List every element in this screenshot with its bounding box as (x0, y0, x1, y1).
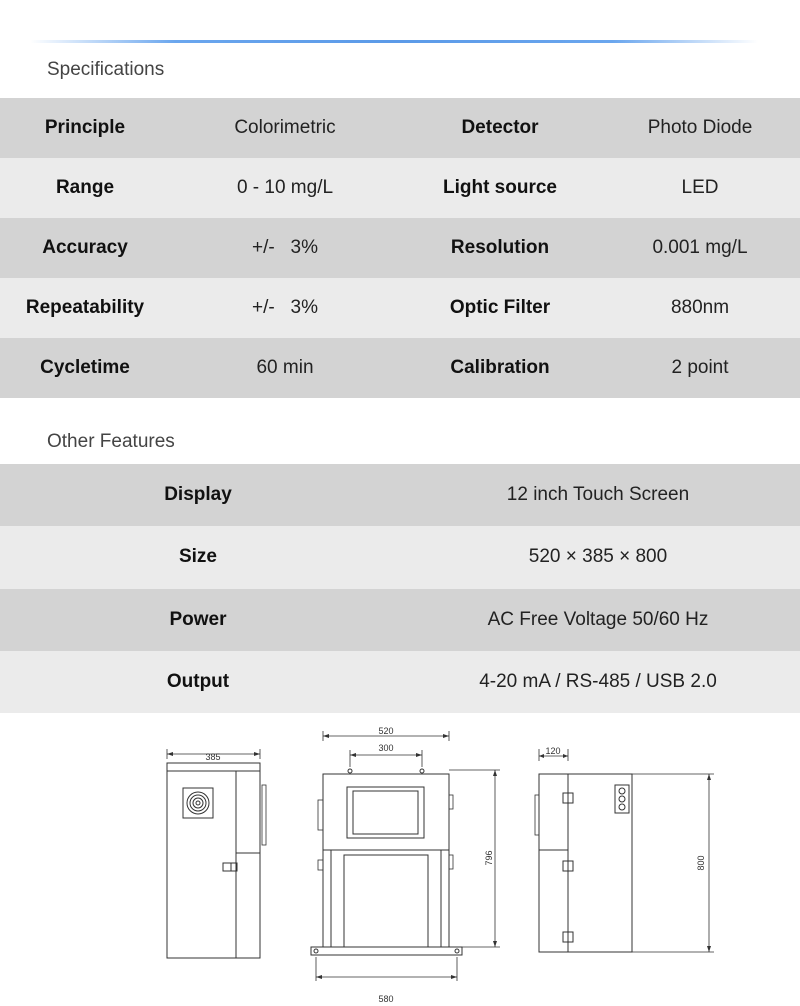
front-width-label: 520 (378, 726, 394, 736)
other-features-heading: Other Features (47, 431, 175, 452)
side-width-label: 385 (205, 752, 221, 762)
spec-key: Accuracy (0, 218, 170, 278)
right-view (535, 746, 714, 952)
table-row (0, 589, 800, 651)
accent-divider (30, 40, 758, 43)
spec-value: 880nm (600, 278, 800, 338)
table-row (0, 218, 800, 278)
total-height-label: 800 (696, 855, 706, 871)
spec-value: 60 min (170, 338, 400, 398)
spec-key: Calibration (400, 338, 600, 398)
depth-label: 120 (545, 746, 561, 756)
feature-key: Power (0, 589, 396, 651)
handle-icon (223, 863, 237, 871)
connector-icon (615, 785, 629, 813)
table-row (0, 158, 800, 218)
other-features-table (0, 464, 800, 713)
table-row (0, 464, 800, 526)
spec-key: Detector (400, 98, 600, 158)
spec-value: 0.001 mg/L (600, 218, 800, 278)
side-view (167, 749, 266, 958)
table-row (0, 338, 800, 398)
spec-value: Colorimetric (170, 98, 400, 158)
base-width-label: 580 (378, 994, 394, 1004)
table-row (0, 651, 800, 713)
dimension-drawing (0, 715, 800, 1006)
touch-screen-icon (347, 787, 424, 838)
feature-key: Size (0, 526, 396, 588)
feature-value: 12 inch Touch Screen (396, 464, 800, 526)
spec-value: 2 point (600, 338, 800, 398)
spec-key: Principle (0, 98, 170, 158)
spec-value: Photo Diode (600, 98, 800, 158)
spec-key: Cycletime (0, 338, 170, 398)
spec-value: 0 - 10 mg/L (170, 158, 400, 218)
feature-value: AC Free Voltage 50/60 Hz (396, 589, 800, 651)
feature-value: 4-20 mA / RS-485 / USB 2.0 (396, 651, 800, 713)
table-row (0, 98, 800, 158)
spec-key: Repeatability (0, 278, 170, 338)
window-width-label: 300 (378, 743, 394, 753)
spec-key: Light source (400, 158, 600, 218)
table-row (0, 526, 800, 588)
specifications-table (0, 98, 800, 398)
spec-key: Range (0, 158, 170, 218)
spec-key: Resolution (400, 218, 600, 278)
front-height-label: 796 (484, 850, 494, 866)
spec-key: Optic Filter (400, 278, 600, 338)
spec-value: +/- 3% (170, 278, 400, 338)
spec-value: +/- 3% (170, 218, 400, 278)
front-view (311, 726, 500, 1004)
feature-key: Output (0, 651, 396, 713)
spec-value: LED (600, 158, 800, 218)
feature-key: Display (0, 464, 396, 526)
table-row (0, 278, 800, 338)
feature-value: 520 × 385 × 800 (396, 526, 800, 588)
specifications-heading: Specifications (47, 59, 165, 80)
